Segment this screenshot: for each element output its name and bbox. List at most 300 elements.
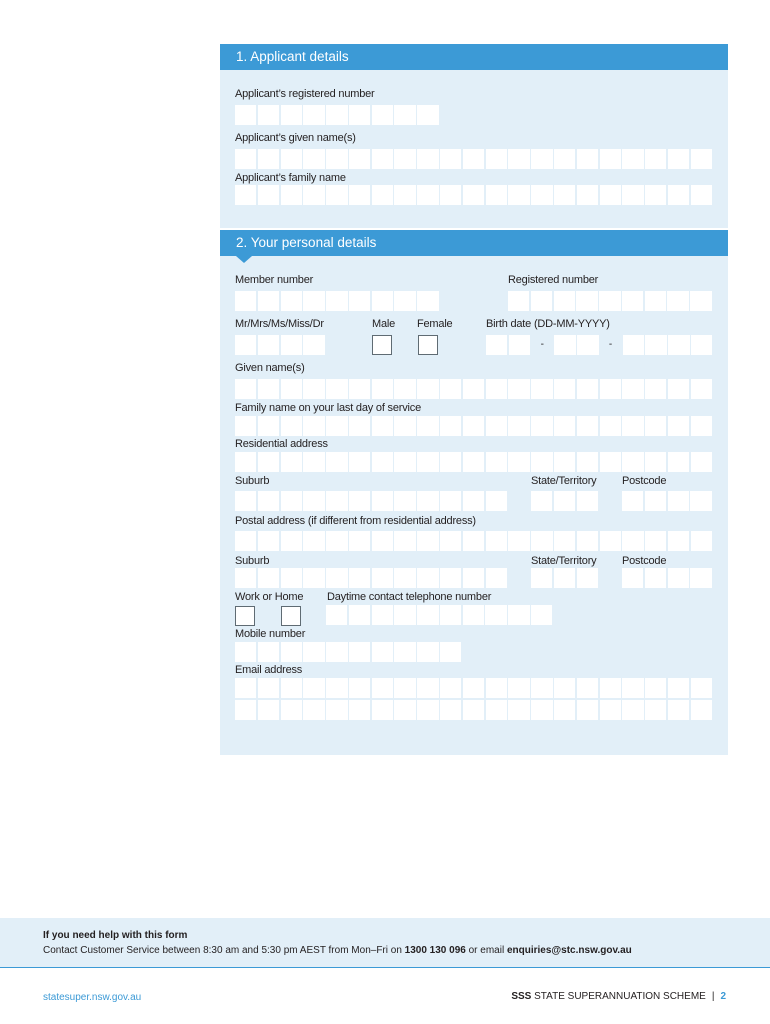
char-box[interactable] <box>668 700 689 720</box>
char-box[interactable] <box>281 149 302 169</box>
char-box[interactable] <box>372 700 393 720</box>
char-box[interactable] <box>326 491 347 511</box>
char-box[interactable] <box>281 105 302 125</box>
char-box[interactable] <box>417 149 438 169</box>
char-box[interactable] <box>417 678 438 698</box>
char-box[interactable] <box>463 185 484 205</box>
char-box[interactable] <box>668 531 689 551</box>
char-box[interactable] <box>554 416 575 436</box>
char-box[interactable] <box>326 185 347 205</box>
char-box[interactable] <box>645 416 666 436</box>
email-address-field-line-2[interactable] <box>235 700 713 720</box>
char-box[interactable] <box>417 379 438 399</box>
char-box[interactable] <box>394 149 415 169</box>
char-box[interactable] <box>645 452 666 472</box>
footer-website-link[interactable]: statesuper.nsw.gov.au <box>43 992 142 1003</box>
char-box[interactable] <box>440 605 461 625</box>
title-field[interactable] <box>235 335 326 355</box>
char-box[interactable] <box>258 700 279 720</box>
char-box[interactable] <box>691 416 712 436</box>
char-box[interactable] <box>486 379 507 399</box>
char-box[interactable] <box>417 642 438 662</box>
char-box[interactable] <box>372 379 393 399</box>
char-box[interactable] <box>463 149 484 169</box>
char-box[interactable] <box>554 568 575 588</box>
member-number-field[interactable] <box>235 291 440 311</box>
char-box[interactable] <box>326 452 347 472</box>
char-box[interactable] <box>577 531 598 551</box>
char-box[interactable] <box>303 491 324 511</box>
char-box[interactable] <box>486 568 507 588</box>
char-box[interactable] <box>303 416 324 436</box>
char-box[interactable] <box>372 491 393 511</box>
char-box[interactable] <box>235 491 256 511</box>
char-box[interactable] <box>303 678 324 698</box>
char-box[interactable] <box>554 700 575 720</box>
residential-address-label: Residential address <box>235 438 328 450</box>
char-box[interactable] <box>303 291 324 311</box>
char-box[interactable] <box>600 700 621 720</box>
char-box[interactable] <box>668 491 689 511</box>
char-box[interactable] <box>554 531 575 551</box>
char-box[interactable] <box>576 291 597 311</box>
char-box[interactable] <box>645 379 666 399</box>
char-box[interactable] <box>508 416 529 436</box>
char-box[interactable] <box>531 185 552 205</box>
char-box[interactable] <box>554 452 575 472</box>
char-box[interactable] <box>303 149 324 169</box>
char-box[interactable] <box>394 531 415 551</box>
char-box[interactable] <box>258 568 279 588</box>
char-box[interactable] <box>531 149 552 169</box>
char-box[interactable] <box>326 416 347 436</box>
char-box[interactable] <box>554 185 575 205</box>
char-box[interactable] <box>235 678 256 698</box>
char-box[interactable] <box>463 416 484 436</box>
char-box[interactable] <box>486 452 507 472</box>
char-box[interactable] <box>554 291 575 311</box>
char-box[interactable] <box>690 568 711 588</box>
char-box[interactable] <box>577 452 598 472</box>
char-box[interactable] <box>372 105 393 125</box>
char-box[interactable] <box>463 379 484 399</box>
residential-state-label: State/Territory <box>531 475 597 487</box>
char-box[interactable] <box>691 678 712 698</box>
char-box[interactable] <box>486 185 507 205</box>
char-box[interactable] <box>281 416 302 436</box>
char-box[interactable] <box>440 185 461 205</box>
char-box[interactable] <box>645 678 666 698</box>
char-box[interactable] <box>417 105 438 125</box>
mobile-number-field[interactable] <box>235 642 463 662</box>
char-box[interactable] <box>440 700 461 720</box>
page-number: 2 <box>720 991 726 1002</box>
char-box[interactable] <box>394 416 415 436</box>
help-email-link[interactable]: enquiries@stc.nsw.gov.au <box>506 945 632 956</box>
char-box[interactable] <box>281 185 302 205</box>
char-box[interactable] <box>486 491 507 511</box>
char-box[interactable] <box>258 185 279 205</box>
char-box[interactable] <box>440 678 461 698</box>
char-box[interactable] <box>326 568 347 588</box>
char-box[interactable] <box>667 291 688 311</box>
char-box[interactable] <box>258 379 279 399</box>
char-box[interactable] <box>531 452 552 472</box>
char-box[interactable] <box>508 379 529 399</box>
char-box[interactable] <box>463 605 484 625</box>
char-box[interactable] <box>554 379 575 399</box>
char-box[interactable] <box>303 335 324 355</box>
char-box[interactable] <box>600 379 621 399</box>
char-box[interactable] <box>258 335 279 355</box>
char-box[interactable] <box>372 452 393 472</box>
char-box[interactable] <box>372 642 393 662</box>
char-box[interactable] <box>394 379 415 399</box>
char-box[interactable] <box>440 379 461 399</box>
char-box[interactable] <box>645 700 666 720</box>
residential-address-field[interactable] <box>235 452 713 472</box>
char-box[interactable] <box>622 379 643 399</box>
residential-state-field[interactable] <box>531 491 599 511</box>
applicant-given-names-field[interactable] <box>235 149 713 169</box>
char-box[interactable] <box>303 185 324 205</box>
char-box[interactable] <box>486 416 507 436</box>
char-box[interactable] <box>508 185 529 205</box>
char-box[interactable] <box>394 678 415 698</box>
char-box[interactable] <box>554 335 575 355</box>
char-box[interactable] <box>372 185 393 205</box>
char-box[interactable] <box>577 491 598 511</box>
char-box[interactable] <box>372 605 393 625</box>
char-box[interactable] <box>440 491 461 511</box>
char-box[interactable] <box>691 531 712 551</box>
char-box[interactable] <box>623 335 644 355</box>
char-box[interactable] <box>440 452 461 472</box>
char-box[interactable] <box>600 678 621 698</box>
char-box[interactable] <box>690 491 711 511</box>
char-box[interactable] <box>235 105 256 125</box>
char-box[interactable] <box>394 491 415 511</box>
char-box[interactable] <box>326 700 347 720</box>
char-box[interactable] <box>394 185 415 205</box>
char-box[interactable] <box>281 642 302 662</box>
char-box[interactable] <box>258 416 279 436</box>
char-box[interactable] <box>622 568 643 588</box>
char-box[interactable] <box>668 379 689 399</box>
char-box[interactable] <box>622 700 643 720</box>
char-box[interactable] <box>690 291 711 311</box>
char-box[interactable] <box>668 335 689 355</box>
char-box[interactable] <box>645 491 666 511</box>
char-box[interactable] <box>349 149 370 169</box>
char-box[interactable] <box>577 149 598 169</box>
char-box[interactable] <box>235 291 256 311</box>
char-box[interactable] <box>372 531 393 551</box>
male-checkbox[interactable] <box>372 335 392 355</box>
char-box[interactable] <box>281 452 302 472</box>
char-box[interactable] <box>486 335 507 355</box>
char-box[interactable] <box>258 105 279 125</box>
char-box[interactable] <box>417 700 438 720</box>
applicant-family-name-field[interactable] <box>235 185 713 205</box>
char-box[interactable] <box>440 416 461 436</box>
char-box[interactable] <box>258 678 279 698</box>
char-box[interactable] <box>577 416 598 436</box>
family-name-field[interactable] <box>235 416 713 436</box>
char-box[interactable] <box>577 185 598 205</box>
char-box[interactable] <box>235 149 256 169</box>
postal-address-field[interactable] <box>235 531 713 551</box>
char-box[interactable] <box>235 185 256 205</box>
char-box[interactable] <box>235 379 256 399</box>
char-box[interactable] <box>394 605 415 625</box>
char-box[interactable] <box>645 149 666 169</box>
char-box[interactable] <box>531 678 552 698</box>
char-box[interactable] <box>281 531 302 551</box>
char-box[interactable] <box>394 568 415 588</box>
char-box[interactable] <box>281 491 302 511</box>
char-box[interactable] <box>258 531 279 551</box>
char-box[interactable] <box>668 416 689 436</box>
residential-postcode-field[interactable] <box>622 491 713 511</box>
char-box[interactable] <box>349 642 370 662</box>
char-box[interactable] <box>531 700 552 720</box>
char-box[interactable] <box>326 642 347 662</box>
char-box[interactable] <box>508 678 529 698</box>
char-box[interactable] <box>509 335 530 355</box>
char-box[interactable] <box>349 678 370 698</box>
char-box[interactable] <box>235 531 256 551</box>
char-box[interactable] <box>326 379 347 399</box>
postal-state-field[interactable] <box>531 568 599 588</box>
email-address-field-line-1[interactable] <box>235 678 713 698</box>
char-box[interactable] <box>531 416 552 436</box>
char-box[interactable] <box>577 568 598 588</box>
char-box[interactable] <box>622 452 643 472</box>
char-box[interactable] <box>600 416 621 436</box>
char-box[interactable] <box>485 605 506 625</box>
char-box[interactable] <box>258 452 279 472</box>
applicant-registered-number-field[interactable] <box>235 105 440 125</box>
char-box[interactable] <box>326 291 347 311</box>
section-2-header-pointer <box>236 256 252 263</box>
char-box[interactable] <box>531 291 552 311</box>
char-box[interactable] <box>691 149 712 169</box>
char-box[interactable] <box>463 531 484 551</box>
char-box[interactable] <box>303 452 324 472</box>
char-box[interactable] <box>577 379 598 399</box>
char-box[interactable] <box>440 568 461 588</box>
char-box[interactable] <box>258 149 279 169</box>
char-box[interactable] <box>599 291 620 311</box>
daytime-phone-field[interactable] <box>326 605 554 625</box>
char-box[interactable] <box>463 700 484 720</box>
work-checkbox[interactable] <box>235 606 255 626</box>
char-box[interactable] <box>668 568 689 588</box>
char-box[interactable] <box>281 335 302 355</box>
char-box[interactable] <box>281 678 302 698</box>
char-box[interactable] <box>508 605 529 625</box>
birth-date-field[interactable] <box>486 335 714 355</box>
char-box[interactable] <box>417 416 438 436</box>
char-box[interactable] <box>691 335 712 355</box>
char-box[interactable] <box>508 291 529 311</box>
char-box[interactable] <box>417 568 438 588</box>
char-box[interactable] <box>622 291 643 311</box>
char-box[interactable] <box>349 452 370 472</box>
char-box[interactable] <box>235 700 256 720</box>
char-box[interactable] <box>326 105 347 125</box>
char-box[interactable] <box>394 700 415 720</box>
char-box[interactable] <box>281 379 302 399</box>
char-box[interactable] <box>508 149 529 169</box>
char-box[interactable] <box>349 291 370 311</box>
char-box[interactable] <box>235 568 256 588</box>
char-box[interactable] <box>691 379 712 399</box>
char-box[interactable] <box>691 185 712 205</box>
char-box[interactable] <box>349 605 370 625</box>
char-box[interactable] <box>372 568 393 588</box>
char-box[interactable] <box>417 291 438 311</box>
char-box[interactable] <box>326 531 347 551</box>
char-box[interactable] <box>372 291 393 311</box>
postal-suburb-field[interactable] <box>235 568 508 588</box>
char-box[interactable] <box>303 568 324 588</box>
char-box[interactable] <box>600 185 621 205</box>
char-box[interactable] <box>394 291 415 311</box>
char-box[interactable] <box>622 531 643 551</box>
char-box[interactable] <box>531 568 552 588</box>
char-box[interactable] <box>486 700 507 720</box>
char-box[interactable] <box>645 185 666 205</box>
char-box[interactable] <box>508 700 529 720</box>
char-box[interactable] <box>303 700 324 720</box>
char-box[interactable] <box>508 452 529 472</box>
given-names-field[interactable] <box>235 379 713 399</box>
char-box[interactable] <box>394 642 415 662</box>
char-box[interactable] <box>486 531 507 551</box>
postal-postcode-field[interactable] <box>622 568 713 588</box>
char-box[interactable] <box>372 149 393 169</box>
char-box[interactable] <box>577 700 598 720</box>
char-box[interactable] <box>235 335 256 355</box>
char-box[interactable] <box>258 291 279 311</box>
char-box[interactable] <box>349 379 370 399</box>
char-box[interactable] <box>622 185 643 205</box>
char-box[interactable] <box>258 491 279 511</box>
char-box[interactable] <box>440 531 461 551</box>
char-box[interactable] <box>417 452 438 472</box>
char-box[interactable] <box>235 452 256 472</box>
char-box[interactable] <box>645 568 666 588</box>
char-box[interactable] <box>463 678 484 698</box>
char-box[interactable] <box>349 416 370 436</box>
char-box[interactable] <box>531 531 552 551</box>
char-box[interactable] <box>440 642 461 662</box>
char-box[interactable] <box>303 531 324 551</box>
char-box[interactable] <box>235 416 256 436</box>
char-box[interactable] <box>303 379 324 399</box>
char-box[interactable] <box>668 678 689 698</box>
char-box[interactable] <box>463 568 484 588</box>
char-box[interactable] <box>417 531 438 551</box>
char-box[interactable] <box>600 531 621 551</box>
char-box[interactable] <box>417 185 438 205</box>
char-box[interactable] <box>349 568 370 588</box>
char-box[interactable] <box>645 531 666 551</box>
char-box[interactable] <box>531 605 552 625</box>
char-box[interactable] <box>440 149 461 169</box>
char-box[interactable] <box>326 678 347 698</box>
home-checkbox[interactable] <box>281 606 301 626</box>
char-box[interactable] <box>486 678 507 698</box>
char-box[interactable] <box>349 700 370 720</box>
registered-number-field[interactable] <box>508 291 713 311</box>
char-box[interactable] <box>349 105 370 125</box>
female-checkbox[interactable] <box>418 335 438 355</box>
char-box[interactable] <box>394 105 415 125</box>
footer-scheme <box>511 991 726 1002</box>
char-box[interactable] <box>531 491 552 511</box>
date-separator: - <box>608 339 613 350</box>
char-box[interactable] <box>691 452 712 472</box>
postal-state-label: State/Territory <box>531 555 597 567</box>
char-box[interactable] <box>303 105 324 125</box>
char-box[interactable] <box>622 149 643 169</box>
char-box[interactable] <box>508 531 529 551</box>
char-box[interactable] <box>691 700 712 720</box>
char-box[interactable] <box>622 491 643 511</box>
char-box[interactable] <box>349 185 370 205</box>
char-box[interactable] <box>372 416 393 436</box>
char-box[interactable] <box>600 452 621 472</box>
char-box[interactable] <box>531 379 552 399</box>
char-box[interactable] <box>668 452 689 472</box>
char-box[interactable] <box>281 700 302 720</box>
char-box[interactable] <box>326 149 347 169</box>
char-box[interactable] <box>326 605 347 625</box>
char-box[interactable] <box>486 149 507 169</box>
char-box[interactable] <box>645 335 666 355</box>
char-box[interactable] <box>554 678 575 698</box>
char-box[interactable] <box>668 185 689 205</box>
char-box[interactable] <box>281 291 302 311</box>
char-box[interactable] <box>577 335 598 355</box>
char-box[interactable] <box>235 642 256 662</box>
char-box[interactable] <box>281 568 302 588</box>
char-box[interactable] <box>645 291 666 311</box>
char-box[interactable] <box>622 678 643 698</box>
char-box[interactable] <box>349 491 370 511</box>
mobile-number-label: Mobile number <box>235 628 306 640</box>
char-box[interactable] <box>554 491 575 511</box>
char-box[interactable] <box>600 149 621 169</box>
char-box[interactable] <box>417 491 438 511</box>
char-box[interactable] <box>554 149 575 169</box>
char-box[interactable] <box>372 678 393 698</box>
char-box[interactable] <box>258 642 279 662</box>
char-box[interactable] <box>463 452 484 472</box>
char-box[interactable] <box>394 452 415 472</box>
residential-suburb-field[interactable] <box>235 491 508 511</box>
char-box[interactable] <box>668 149 689 169</box>
char-box[interactable] <box>622 416 643 436</box>
char-box[interactable] <box>463 491 484 511</box>
char-box[interactable] <box>417 605 438 625</box>
char-box[interactable] <box>303 642 324 662</box>
char-box[interactable] <box>349 531 370 551</box>
char-box[interactable] <box>577 678 598 698</box>
